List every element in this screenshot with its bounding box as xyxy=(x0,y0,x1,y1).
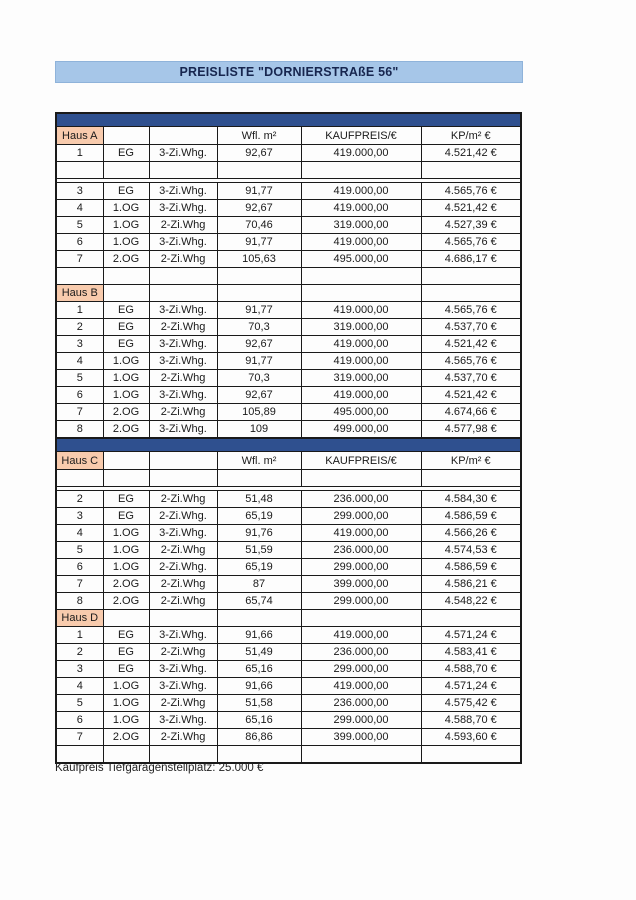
table-row xyxy=(56,559,521,576)
cell-apartment-type: 2-Zi.Whg xyxy=(149,404,217,421)
cell-living-area: 105,63 xyxy=(217,251,301,268)
cell-living-area: 51,49 xyxy=(217,644,301,661)
table-row xyxy=(56,302,521,319)
table-row xyxy=(56,576,521,593)
cell-living-area xyxy=(217,746,301,764)
cell-apartment-type: 2-Zi.Whg xyxy=(149,644,217,661)
cell-price-per-sqm: 4.588,70 € xyxy=(421,712,521,729)
cell-apartment-type: 3-Zi.Whg. xyxy=(149,421,217,439)
cell-living-area: 65,74 xyxy=(217,593,301,610)
cell-price-per-sqm: 4.577,98 € xyxy=(421,421,521,439)
table-row xyxy=(56,593,521,610)
table-row xyxy=(56,370,521,387)
cell-unit-number: 4 xyxy=(56,353,103,370)
cell-apartment-type xyxy=(149,470,217,487)
cell-floor: EG xyxy=(103,336,149,353)
cell-apartment-type: 3-Zi.Whg. xyxy=(149,678,217,695)
cell-apartment-type: 2-Zi.Whg. xyxy=(149,559,217,576)
cell-price-per-sqm: 4.537,70 € xyxy=(421,319,521,336)
cell-floor: EG xyxy=(103,183,149,200)
cell-living-area: 51,58 xyxy=(217,695,301,712)
table-row xyxy=(56,183,521,200)
haus-label-cell: Haus C xyxy=(56,452,103,470)
cell-unit-number xyxy=(56,162,103,179)
cell-living-area: 65,16 xyxy=(217,712,301,729)
cell-apartment-type: 2-Zi.Whg xyxy=(149,370,217,387)
cell-floor: EG xyxy=(103,508,149,525)
cell-floor xyxy=(103,268,149,285)
table-top-bar xyxy=(56,113,521,127)
cell-apartment-type xyxy=(149,610,217,627)
cell-purchase-price xyxy=(301,268,421,285)
cell-apartment-type xyxy=(149,746,217,764)
cell-unit-number: 1 xyxy=(56,145,103,162)
cell-unit-number: 6 xyxy=(56,559,103,576)
cell-price-per-sqm: 4.565,76 € xyxy=(421,234,521,251)
cell-floor: 1.OG xyxy=(103,217,149,234)
cell-apartment-type: 3-Zi.Whg. xyxy=(149,183,217,200)
table-row xyxy=(56,353,521,370)
empty-row xyxy=(56,470,521,487)
page-title: PREISLISTE "DORNIERSTRAßE 56" xyxy=(55,61,523,83)
cell-unit-number: 6 xyxy=(56,387,103,404)
cell-purchase-price: 236.000,00 xyxy=(301,542,421,559)
empty-row xyxy=(56,162,521,179)
cell-price-per-sqm: 4.521,42 € xyxy=(421,200,521,217)
cell-unit-number xyxy=(56,746,103,764)
cell-purchase-price: 299.000,00 xyxy=(301,559,421,576)
cell-purchase-price: 419.000,00 xyxy=(301,302,421,319)
cell-unit-number: 4 xyxy=(56,678,103,695)
cell-apartment-type: 2-Zi.Whg. xyxy=(149,508,217,525)
haus-label-cell: Haus B xyxy=(56,285,103,302)
cell-floor: 1.OG xyxy=(103,353,149,370)
table-row xyxy=(56,217,521,234)
cell-price-per-sqm: 4.521,42 € xyxy=(421,336,521,353)
cell-floor: EG xyxy=(103,319,149,336)
cell-price-per-sqm: 4.574,53 € xyxy=(421,542,521,559)
cell-purchase-price: 236.000,00 xyxy=(301,644,421,661)
cell-unit-number: 6 xyxy=(56,234,103,251)
cell-floor: EG xyxy=(103,145,149,162)
cell-unit-number: 4 xyxy=(56,525,103,542)
cell-price-per-sqm: 4.566,26 € xyxy=(421,525,521,542)
table-row xyxy=(56,627,521,644)
cell-price-per-sqm: 4.565,76 € xyxy=(421,353,521,370)
cell-floor: 1.OG xyxy=(103,387,149,404)
cell-purchase-price: 419.000,00 xyxy=(301,234,421,251)
empty-row xyxy=(56,746,521,764)
cell-apartment-type: 3-Zi.Whg. xyxy=(149,661,217,678)
cell-apartment-type: 3-Zi.Whg. xyxy=(149,145,217,162)
cell-purchase-price xyxy=(301,285,421,302)
cell-purchase-price: 319.000,00 xyxy=(301,319,421,336)
cell-apartment-type: 2-Zi.Whg xyxy=(149,542,217,559)
cell-apartment-type: 3-Zi.Whg. xyxy=(149,234,217,251)
cell-floor: 2.OG xyxy=(103,404,149,421)
cell-purchase-price: 399.000,00 xyxy=(301,576,421,593)
cell-price-per-sqm: 4.527,39 € xyxy=(421,217,521,234)
column-header-floor xyxy=(103,127,149,145)
cell-floor: 1.OG xyxy=(103,370,149,387)
cell-apartment-type: 3-Zi.Whg. xyxy=(149,712,217,729)
cell-floor xyxy=(103,746,149,764)
cell-floor: 1.OG xyxy=(103,200,149,217)
column-header-purchase-price: KAUFPREIS/€ xyxy=(301,452,421,470)
cell-apartment-type: 3-Zi.Whg. xyxy=(149,336,217,353)
cell-price-per-sqm: 4.674,66 € xyxy=(421,404,521,421)
cell-price-per-sqm: 4.521,42 € xyxy=(421,145,521,162)
cell-apartment-type: 3-Zi.Whg. xyxy=(149,353,217,370)
cell-living-area: 70,3 xyxy=(217,370,301,387)
cell-unit-number: 2 xyxy=(56,319,103,336)
cell-price-per-sqm: 4.593,60 € xyxy=(421,729,521,746)
cell-living-area: 70,46 xyxy=(217,217,301,234)
table-row xyxy=(56,319,521,336)
cell-living-area: 65,19 xyxy=(217,559,301,576)
cell-living-area: 109 xyxy=(217,421,301,439)
cell-apartment-type: 2-Zi.Whg xyxy=(149,576,217,593)
cell-unit-number xyxy=(56,470,103,487)
cell-unit-number: 7 xyxy=(56,404,103,421)
cell-floor: 1.OG xyxy=(103,234,149,251)
header-row xyxy=(56,127,521,145)
house-row xyxy=(56,285,521,302)
cell-price-per-sqm: 4.584,30 € xyxy=(421,491,521,508)
cell-price-per-sqm xyxy=(421,610,521,627)
cell-floor: EG xyxy=(103,661,149,678)
cell-living-area xyxy=(217,285,301,302)
price-table-haus-a-b xyxy=(55,112,522,439)
cell-living-area xyxy=(217,162,301,179)
cell-price-per-sqm: 4.565,76 € xyxy=(421,302,521,319)
table-row xyxy=(56,542,521,559)
cell-living-area: 87 xyxy=(217,576,301,593)
cell-purchase-price: 299.000,00 xyxy=(301,712,421,729)
column-header-apartment-type xyxy=(149,127,217,145)
cell-price-per-sqm: 4.565,76 € xyxy=(421,183,521,200)
cell-purchase-price: 495.000,00 xyxy=(301,251,421,268)
cell-purchase-price: 299.000,00 xyxy=(301,593,421,610)
table-row xyxy=(56,200,521,217)
cell-apartment-type: 2-Zi.Whg xyxy=(149,491,217,508)
cell-price-per-sqm: 4.588,70 € xyxy=(421,661,521,678)
cell-apartment-type: 2-Zi.Whg xyxy=(149,695,217,712)
cell-price-per-sqm: 4.686,17 € xyxy=(421,251,521,268)
table-row xyxy=(56,404,521,421)
cell-floor: 1.OG xyxy=(103,542,149,559)
cell-floor: 2.OG xyxy=(103,576,149,593)
column-header-purchase-price: KAUFPREIS/€ xyxy=(301,127,421,145)
cell-purchase-price: 319.000,00 xyxy=(301,370,421,387)
cell-unit-number: 8 xyxy=(56,593,103,610)
cell-unit-number: 7 xyxy=(56,251,103,268)
cell-floor: 2.OG xyxy=(103,593,149,610)
garage-price-note: Kaufpreis Tiefgaragenstellplatz: 25.000 € xyxy=(55,762,264,774)
bar-row xyxy=(56,113,521,127)
cell-price-per-sqm: 4.586,21 € xyxy=(421,576,521,593)
table-row xyxy=(56,491,521,508)
cell-purchase-price: 419.000,00 xyxy=(301,183,421,200)
cell-living-area xyxy=(217,268,301,285)
cell-apartment-type: 3-Zi.Whg. xyxy=(149,627,217,644)
cell-purchase-price: 499.000,00 xyxy=(301,421,421,439)
column-header-living-area: Wfl. m² xyxy=(217,452,301,470)
cell-purchase-price: 299.000,00 xyxy=(301,661,421,678)
table-row xyxy=(56,729,521,746)
cell-living-area: 86,86 xyxy=(217,729,301,746)
cell-floor: EG xyxy=(103,491,149,508)
cell-living-area: 91,76 xyxy=(217,525,301,542)
cell-floor: 2.OG xyxy=(103,251,149,268)
cell-purchase-price xyxy=(301,470,421,487)
cell-floor: EG xyxy=(103,644,149,661)
cell-living-area: 51,48 xyxy=(217,491,301,508)
table-row xyxy=(56,421,521,439)
cell-apartment-type: 3-Zi.Whg. xyxy=(149,200,217,217)
cell-price-per-sqm: 4.548,22 € xyxy=(421,593,521,610)
table-row xyxy=(56,145,521,162)
cell-unit-number xyxy=(56,268,103,285)
cell-unit-number: 1 xyxy=(56,627,103,644)
cell-apartment-type: 3-Zi.Whg. xyxy=(149,525,217,542)
cell-purchase-price xyxy=(301,746,421,764)
cell-purchase-price xyxy=(301,162,421,179)
cell-price-per-sqm xyxy=(421,746,521,764)
column-header-price-per-sqm: KP/m² € xyxy=(421,127,521,145)
cell-price-per-sqm: 4.571,24 € xyxy=(421,627,521,644)
cell-purchase-price: 419.000,00 xyxy=(301,200,421,217)
cell-unit-number: 6 xyxy=(56,712,103,729)
table-row xyxy=(56,712,521,729)
table-row xyxy=(56,661,521,678)
cell-floor: 1.OG xyxy=(103,559,149,576)
cell-apartment-type: 2-Zi.Whg xyxy=(149,593,217,610)
cell-living-area xyxy=(217,610,301,627)
table-row xyxy=(56,234,521,251)
cell-floor xyxy=(103,470,149,487)
table-row xyxy=(56,508,521,525)
cell-unit-number: 3 xyxy=(56,336,103,353)
table-top-bar xyxy=(56,438,521,452)
cell-apartment-type: 3-Zi.Whg. xyxy=(149,302,217,319)
cell-floor: 2.OG xyxy=(103,729,149,746)
cell-unit-number: 4 xyxy=(56,200,103,217)
cell-price-per-sqm: 4.537,70 € xyxy=(421,370,521,387)
cell-purchase-price: 236.000,00 xyxy=(301,695,421,712)
table-row xyxy=(56,525,521,542)
cell-purchase-price: 399.000,00 xyxy=(301,729,421,746)
cell-unit-number: 7 xyxy=(56,576,103,593)
cell-floor xyxy=(103,610,149,627)
table-row xyxy=(56,678,521,695)
cell-living-area: 70,3 xyxy=(217,319,301,336)
header-row xyxy=(56,452,521,470)
cell-apartment-type: 2-Zi.Whg xyxy=(149,319,217,336)
cell-living-area: 91,77 xyxy=(217,234,301,251)
cell-price-per-sqm xyxy=(421,268,521,285)
cell-unit-number: 3 xyxy=(56,661,103,678)
cell-purchase-price: 419.000,00 xyxy=(301,678,421,695)
cell-floor: 1.OG xyxy=(103,678,149,695)
cell-price-per-sqm: 4.571,24 € xyxy=(421,678,521,695)
table-row xyxy=(56,251,521,268)
cell-unit-number: 3 xyxy=(56,508,103,525)
column-header-floor xyxy=(103,452,149,470)
cell-floor xyxy=(103,162,149,179)
price-table xyxy=(55,112,522,439)
cell-floor: EG xyxy=(103,627,149,644)
column-header-living-area: Wfl. m² xyxy=(217,127,301,145)
cell-unit-number: 5 xyxy=(56,217,103,234)
cell-purchase-price xyxy=(301,610,421,627)
haus-label-cell: Haus A xyxy=(56,127,103,145)
cell-living-area xyxy=(217,470,301,487)
cell-price-per-sqm xyxy=(421,285,521,302)
bar-row xyxy=(56,438,521,452)
cell-living-area: 91,66 xyxy=(217,627,301,644)
cell-purchase-price: 419.000,00 xyxy=(301,525,421,542)
cell-floor: 1.OG xyxy=(103,695,149,712)
cell-living-area: 51,59 xyxy=(217,542,301,559)
cell-apartment-type xyxy=(149,285,217,302)
cell-unit-number: 3 xyxy=(56,183,103,200)
cell-living-area: 92,67 xyxy=(217,200,301,217)
cell-living-area: 91,77 xyxy=(217,183,301,200)
cell-apartment-type xyxy=(149,268,217,285)
cell-unit-number: 8 xyxy=(56,421,103,439)
column-header-apartment-type xyxy=(149,452,217,470)
cell-price-per-sqm: 4.583,41 € xyxy=(421,644,521,661)
cell-unit-number: 2 xyxy=(56,644,103,661)
cell-purchase-price: 419.000,00 xyxy=(301,387,421,404)
cell-unit-number: 5 xyxy=(56,370,103,387)
cell-price-per-sqm: 4.586,59 € xyxy=(421,508,521,525)
cell-price-per-sqm: 4.521,42 € xyxy=(421,387,521,404)
cell-unit-number: 1 xyxy=(56,302,103,319)
cell-apartment-type: 2-Zi.Whg xyxy=(149,217,217,234)
cell-floor: 1.OG xyxy=(103,525,149,542)
price-table-haus-c-d xyxy=(55,437,522,764)
cell-unit-number: 5 xyxy=(56,542,103,559)
price-table xyxy=(55,437,522,764)
cell-price-per-sqm: 4.586,59 € xyxy=(421,559,521,576)
table-row xyxy=(56,336,521,353)
table-row xyxy=(56,695,521,712)
table-row xyxy=(56,387,521,404)
cell-unit-number: 7 xyxy=(56,729,103,746)
cell-price-per-sqm: 4.575,42 € xyxy=(421,695,521,712)
cell-living-area: 65,16 xyxy=(217,661,301,678)
cell-floor: 1.OG xyxy=(103,712,149,729)
cell-price-per-sqm xyxy=(421,162,521,179)
cell-apartment-type xyxy=(149,162,217,179)
cell-floor: EG xyxy=(103,302,149,319)
cell-purchase-price: 419.000,00 xyxy=(301,145,421,162)
cell-unit-number: 5 xyxy=(56,695,103,712)
cell-unit-number: 2 xyxy=(56,491,103,508)
table-row xyxy=(56,644,521,661)
empty-row xyxy=(56,268,521,285)
cell-apartment-type: 3-Zi.Whg. xyxy=(149,387,217,404)
cell-purchase-price: 419.000,00 xyxy=(301,627,421,644)
cell-purchase-price: 319.000,00 xyxy=(301,217,421,234)
cell-living-area: 91,66 xyxy=(217,678,301,695)
cell-floor: 2.OG xyxy=(103,421,149,439)
cell-living-area: 92,67 xyxy=(217,145,301,162)
cell-living-area: 92,67 xyxy=(217,387,301,404)
cell-living-area: 91,77 xyxy=(217,353,301,370)
cell-purchase-price: 419.000,00 xyxy=(301,353,421,370)
cell-apartment-type: 2-Zi.Whg xyxy=(149,251,217,268)
cell-living-area: 92,67 xyxy=(217,336,301,353)
cell-purchase-price: 419.000,00 xyxy=(301,336,421,353)
cell-living-area: 65,19 xyxy=(217,508,301,525)
cell-price-per-sqm xyxy=(421,470,521,487)
cell-purchase-price: 236.000,00 xyxy=(301,491,421,508)
cell-purchase-price: 495.000,00 xyxy=(301,404,421,421)
cell-apartment-type: 2-Zi.Whg xyxy=(149,729,217,746)
cell-purchase-price: 299.000,00 xyxy=(301,508,421,525)
house-row xyxy=(56,610,521,627)
cell-floor xyxy=(103,285,149,302)
haus-label-cell: Haus D xyxy=(56,610,103,627)
column-header-price-per-sqm: KP/m² € xyxy=(421,452,521,470)
cell-living-area: 91,77 xyxy=(217,302,301,319)
cell-living-area: 105,89 xyxy=(217,404,301,421)
